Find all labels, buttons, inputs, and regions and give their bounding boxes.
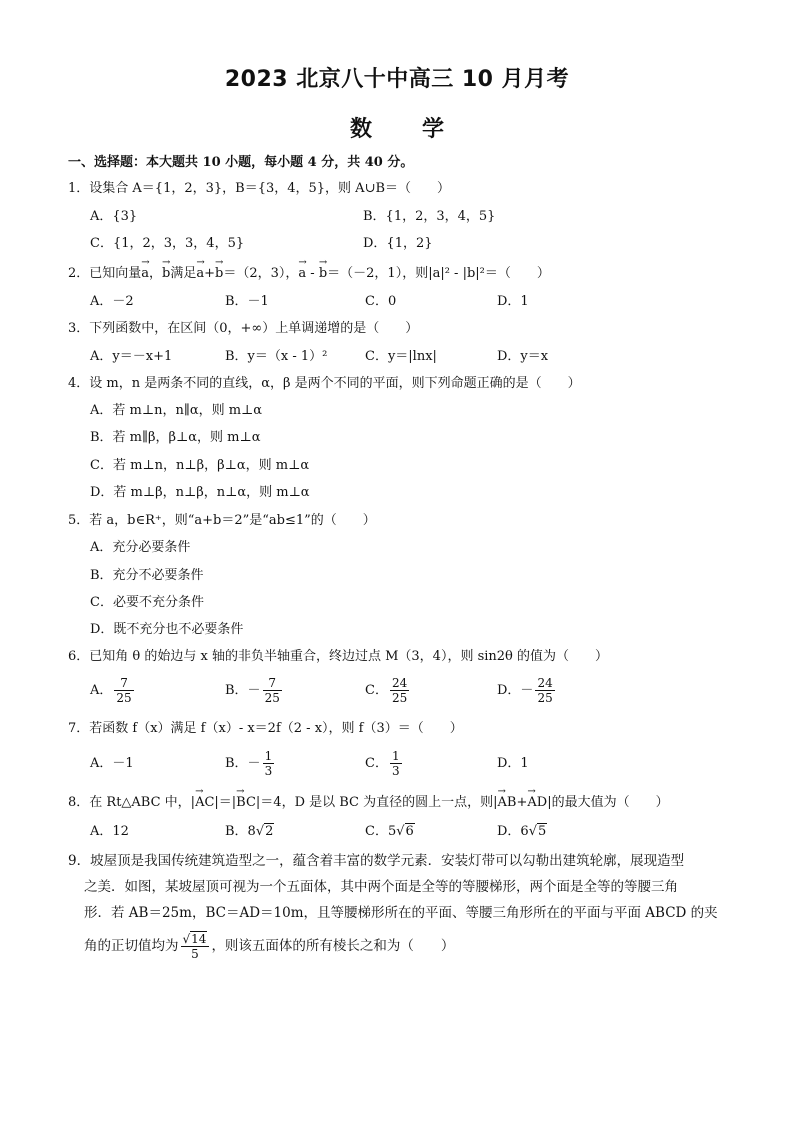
q4-option-c: C．若 m⊥n，n⊥β，β⊥α，则 m⊥α: [90, 458, 310, 473]
q2-option-d: D．1: [497, 294, 529, 309]
q3-option-a: A．y＝－x+1: [90, 349, 173, 364]
q9-line-2: 之美．如图，某坡屋顶可视为一个五面体，其中两个面是全等的等腰梯形，两个面是全等的等腰三角: [84, 879, 678, 895]
q6-stem: 6．已知角 θ 的始边与 x 轴的非负半轴重合，终边过点 M（3，4），则 sin2θ 的值为（ ）: [68, 649, 609, 664]
q7-option-a: A．－1: [90, 756, 134, 771]
q6-b-fraction: [263, 676, 282, 705]
q1-stem: 1．设集合 A＝{1，2，3}，B＝{3，4，5}，则 A∪B＝（ ）: [68, 181, 451, 196]
q6-c-denominator: 25: [391, 691, 408, 705]
q7-option-b: [225, 749, 276, 778]
q8-stem: [68, 794, 669, 812]
q8-c-label: C．5: [365, 824, 397, 839]
q9-numerator: √14: [181, 932, 210, 947]
q6-b-numerator: 7: [263, 676, 282, 691]
subject-char-2: 学: [422, 117, 445, 142]
q6-option-c: [365, 676, 411, 705]
q6-option-b: [225, 676, 284, 705]
q9-line-4-pre: 角的正切值均为: [84, 938, 179, 954]
q6-c-numerator: 24: [391, 676, 408, 690]
q8-vec-bc: → BC: [236, 794, 256, 812]
q7-b-label: B．－: [225, 756, 261, 771]
q9-line-4-post: ，则该五面体的所有棱长之和为（ ）: [211, 938, 455, 954]
q8-option-a: A．12: [90, 824, 129, 839]
q6-option-a: [90, 676, 136, 705]
q8-text-4: |的最大值为（ ）: [547, 795, 669, 810]
q6-b-denominator: 25: [264, 691, 280, 705]
q9-fraction: [181, 932, 210, 961]
q8-text-1: 8．在 Rt△ABC 中，|: [68, 795, 196, 810]
q5-option-b: B．充分不必要条件: [90, 568, 204, 583]
q7-option-d: D．1: [497, 756, 529, 771]
q9-stem: [68, 848, 718, 961]
q6-b-label: B．－: [225, 683, 261, 698]
q5-stem: 5．若 a，b∈R⁺，则“a+b＝2”是“ab≤1”的（ ）: [68, 513, 376, 528]
q6-a-numerator: 7: [114, 676, 133, 691]
q8-b-label: B．8: [225, 824, 256, 839]
q8-d-label: D．6: [497, 824, 529, 839]
q6-d-numerator: 24: [537, 676, 553, 690]
q7-c-fraction: [390, 749, 402, 778]
q9-denominator: 5: [191, 947, 199, 961]
q8-vec-ab: → AB: [498, 794, 517, 812]
q2-vec-sum: → a+: [196, 265, 215, 283]
q3-option-b: B．y＝（x - 1）²: [225, 349, 328, 364]
q9-radicand: 14: [191, 932, 207, 946]
q6-c-fraction: [390, 676, 409, 705]
q9-line-1: 9．坡屋顶是我国传统建筑造型之一，蕴含着丰富的数学元素．安装灯带可以勾勒出建筑轮廓，展现造型: [68, 853, 685, 869]
q7-option-c: [365, 749, 404, 778]
q1-option-d: D．{1，2}: [363, 236, 433, 251]
q4-option-b: B．若 m∥β，β⊥α，则 m⊥α: [90, 430, 261, 445]
q8-c-radicand: 6: [405, 824, 414, 839]
q8-plus: +: [516, 795, 528, 810]
q2-vec-a: → a，: [141, 265, 162, 283]
q7-b-denominator: 3: [264, 764, 273, 778]
q2-vec-diff-a: → a: [298, 265, 306, 283]
q9-line-3: 形．若 AB＝25m，BC＝AD＝10m，且等腰梯形所在的平面、等腰三角形所在的平面与平面 ABCD 的夹: [84, 905, 718, 921]
q7-stem: 7．若函数 f（x）满足 f（x）- x＝2f（2 - x），则 f（3）＝（ ）: [68, 721, 463, 736]
q1-option-b: B．{1，2，3，4，5}: [363, 209, 496, 224]
subject-title: [0, 112, 794, 143]
q5-option-c: C．必要不充分条件: [90, 595, 204, 610]
q8-d-radicand: 5: [538, 824, 547, 839]
q4-stem: 4．设 m，n 是两条不同的直线，α，β 是两个不同的平面，则下列命题正确的是（ ）: [68, 376, 581, 391]
q6-option-d: [497, 676, 557, 705]
q2-option-a: A．－2: [90, 294, 134, 309]
q7-b-numerator: 1: [264, 749, 273, 763]
q2-vec-sum-b: → b＝（2，3），: [215, 265, 298, 283]
q3-stem: 3．下列函数中，在区间（0，+∞）上单调递增的是（ ）: [68, 321, 419, 336]
q8-vec-ac: → AC: [195, 794, 214, 812]
q6-d-fraction: [535, 676, 554, 705]
q8-option-c: C．5√6: [365, 824, 414, 839]
q6-c-label: C．: [365, 683, 388, 698]
q7-c-label: C．: [365, 756, 388, 771]
q4-option-a: A．若 m⊥n，n∥α，则 m⊥α: [90, 403, 263, 418]
q2-text-1: 2．已知向量: [68, 266, 142, 281]
q4-option-d: D．若 m⊥β，n⊥β，n⊥α，则 m⊥α: [90, 485, 310, 500]
q6-a-label: A．: [90, 683, 113, 698]
q1-option-c: C．{1，2，3，3，4，5}: [90, 236, 245, 251]
q2-vec-diff-b: → b＝（－2，1），则|a|² - |b|²＝（ ）: [319, 265, 550, 283]
q8-b-radicand: 2: [265, 824, 274, 839]
q2-vec-b: → b满足: [162, 265, 196, 283]
q5-option-d: D．既不充分也不必要条件: [90, 622, 244, 637]
q7-b-fraction: [263, 749, 275, 778]
q8-option-d: D．6√5: [497, 824, 547, 839]
q6-a-denominator: 25: [116, 691, 132, 705]
q8-vec-ad: → AD: [527, 794, 547, 812]
q6-d-denominator: 25: [537, 691, 553, 705]
q8-option-b: B．8√2: [225, 824, 274, 839]
section-heading: 一、选择题：本大题共 10 小题，每小题 4 分，共 40 分。: [68, 155, 414, 170]
q6-d-label: D．－: [497, 683, 534, 698]
q9-line-4: [68, 932, 718, 961]
q8-text-2: |＝|: [214, 795, 237, 810]
q8-text-3: |＝4，D 是以 BC 为直径的圆上一点，则|: [255, 795, 498, 810]
q5-option-a: A．充分必要条件: [90, 540, 191, 555]
q2-minus: -: [306, 266, 319, 281]
q2-stem: [68, 265, 550, 283]
q7-c-denominator: 3: [391, 764, 400, 778]
page-title: 2023 北京八十中高三 10 月月考: [224, 67, 570, 92]
q3-option-d: D．y＝x: [497, 349, 549, 364]
q2-option-b: B．－1: [225, 294, 269, 309]
q7-c-numerator: 1: [391, 749, 400, 763]
q2-option-c: C．0: [365, 294, 397, 309]
subject-char-1: 数: [349, 117, 372, 142]
q1-option-a: A．{3}: [90, 209, 138, 224]
q3-option-c: C．y＝|lnx|: [365, 349, 437, 364]
q6-a-fraction: [114, 676, 133, 705]
